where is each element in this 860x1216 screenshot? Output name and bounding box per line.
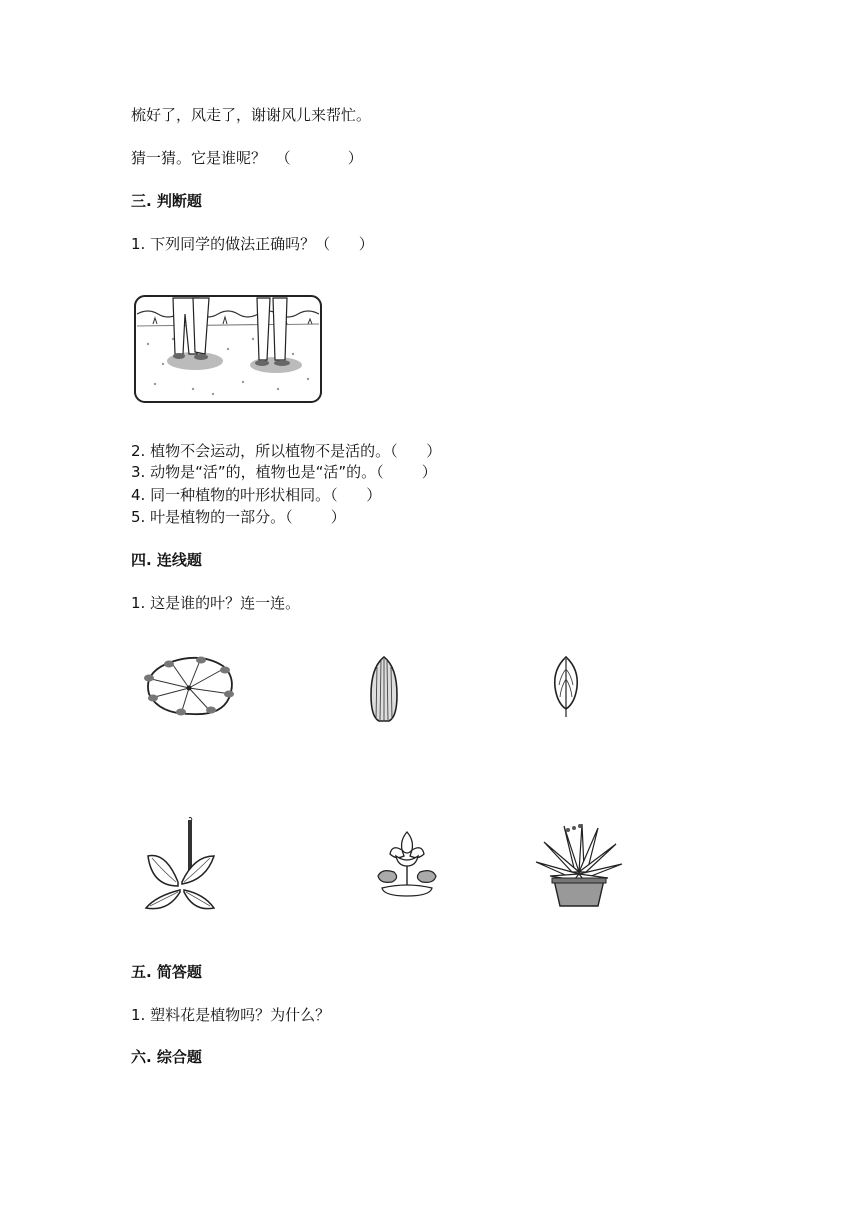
- text-comb-done: 梳好了，风走了，谢谢风儿来帮忙。: [131, 106, 372, 124]
- plantain-plant-icon: [142, 816, 218, 912]
- judgment-question-4: 4. 同一种植物的叶形状相同。（ ）: [131, 486, 382, 504]
- students-trampling-grass-illustration: [133, 294, 323, 406]
- judgment-question-1: 1. 下列同学的做法正确吗？（ ）: [131, 235, 374, 253]
- potted-succulent-icon: [534, 822, 624, 908]
- narrow-striped-leaf-icon: [367, 655, 401, 723]
- lotus-plant-icon: [372, 826, 442, 902]
- text-guess-question: 猜一猜。它是谁呢？ （ ）: [131, 149, 363, 167]
- section-title-judgment: 三. 判断题: [131, 192, 202, 210]
- section-title-short-answer: 五. 简答题: [131, 963, 202, 981]
- section-title-comprehensive: 六. 综合题: [131, 1048, 202, 1066]
- plantain-leaf-icon: [551, 655, 581, 719]
- judgment-question-3: 3. 动物是“活”的，植物也是“活”的。（ ）: [131, 463, 437, 481]
- section-title-matching: 四. 连线题: [131, 551, 202, 569]
- matching-question-1: 1. 这是谁的叶？连一连。: [131, 594, 301, 612]
- short-answer-question-1: 1. 塑料花是植物吗？为什么？: [131, 1006, 331, 1024]
- judgment-question-5: 5. 叶是植物的一部分。（ ）: [131, 508, 346, 526]
- judgment-question-2: 2. 植物不会运动，所以植物不是活的。（ ）: [131, 442, 442, 460]
- lotus-leaf-icon: [141, 654, 237, 718]
